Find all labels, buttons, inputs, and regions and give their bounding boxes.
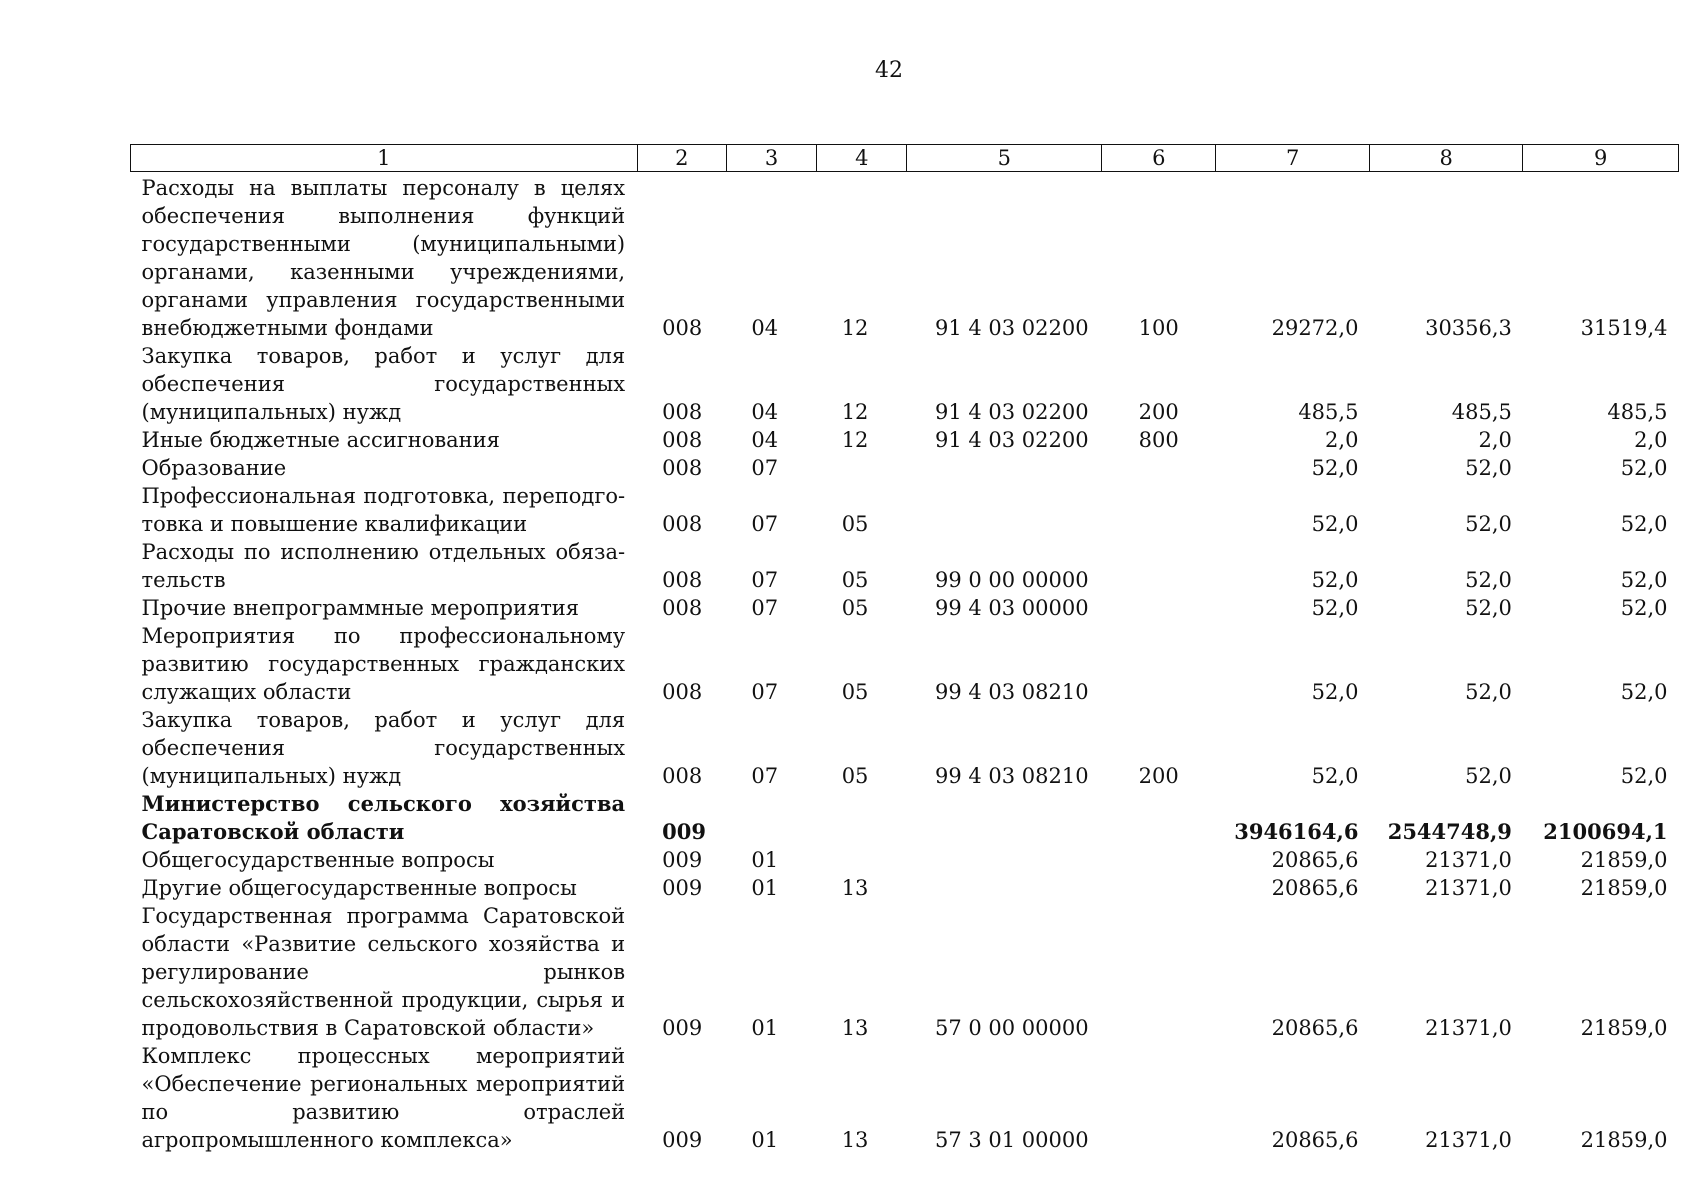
amount-year1-cell: 52,0 <box>1311 680 1359 704</box>
target-article-cell <box>907 482 1102 538</box>
table-row <box>131 846 1679 874</box>
admin-code-cell: 008 <box>662 680 703 704</box>
target-article-cell <box>907 454 1102 482</box>
amount-year2-cell: 21371,0 <box>1425 848 1512 872</box>
table-row <box>131 538 1679 594</box>
amount-year2-cell: 485,5 <box>1451 400 1512 424</box>
amount-year3-cell: 31519,4 <box>1580 316 1668 340</box>
admin-code-cell: 008 <box>662 456 703 480</box>
amount-year1-cell: 52,0 <box>1311 568 1359 592</box>
section-code-cell: 07 <box>751 596 779 620</box>
target-article-cell: 99 0 00 00000 <box>934 568 1089 592</box>
admin-code-cell: 009 <box>662 876 703 900</box>
table-row <box>131 342 1679 426</box>
section-code-cell: 07 <box>751 512 779 536</box>
target-article-cell: 99 4 03 00000 <box>934 596 1089 620</box>
amount-year1-cell: 29272,0 <box>1271 316 1359 340</box>
page-number: 42 <box>875 58 903 83</box>
amount-year2-cell: 52,0 <box>1465 680 1512 704</box>
column-header: 8 <box>1369 145 1522 172</box>
admin-code-cell: 008 <box>662 316 703 340</box>
amount-year2-cell: 52,0 <box>1465 456 1512 480</box>
target-article-cell <box>907 846 1102 874</box>
row-name-cell: Профессиональная подготовка, переподготовка и повышение квалификации <box>141 484 626 536</box>
expense-type-cell <box>1102 454 1216 482</box>
amount-year2-cell: 52,0 <box>1465 764 1512 788</box>
row-name-cell: Закупка товаров, работ и услуг для обеспечения государственных (муниципальных) нужд <box>141 708 626 788</box>
expense-type-cell <box>1102 846 1216 874</box>
section-code-cell: 07 <box>751 568 779 592</box>
amount-year2-cell: 52,0 <box>1465 596 1512 620</box>
column-header: 9 <box>1523 145 1679 172</box>
section-code-cell: 04 <box>751 316 779 340</box>
amount-year1-cell: 20865,6 <box>1271 1016 1359 1040</box>
section-code-cell: 01 <box>751 876 779 900</box>
target-article-cell: 57 0 00 00000 <box>934 1016 1089 1040</box>
table-row <box>131 902 1679 1042</box>
amount-year1-cell: 20865,6 <box>1271 1128 1359 1152</box>
amount-year3-cell: 485,5 <box>1607 400 1668 424</box>
target-article-cell: 91 4 03 02200 <box>934 316 1089 340</box>
column-header: 3 <box>726 145 816 172</box>
subsection-code-cell: 12 <box>841 316 869 340</box>
admin-code-cell: 008 <box>662 764 703 788</box>
row-name-cell: Иные бюджетные ассигнования <box>141 428 500 452</box>
section-code-cell: 04 <box>751 400 779 424</box>
expense-type-cell <box>1102 1042 1216 1154</box>
expense-type-cell <box>1102 622 1216 706</box>
amount-year1-cell: 20865,6 <box>1271 848 1359 872</box>
expense-type-cell <box>1102 482 1216 538</box>
amount-year1-cell: 20865,6 <box>1271 876 1359 900</box>
row-name-cell: Прочие внепрограммные мероприятия <box>141 596 580 620</box>
amount-year1-cell: 52,0 <box>1311 764 1359 788</box>
subsection-code-cell <box>817 846 907 874</box>
table-row <box>131 622 1679 706</box>
row-name-cell: Общегосударственные вопросы <box>141 848 495 872</box>
expense-type-cell <box>1102 902 1216 1042</box>
table-row <box>131 790 1679 846</box>
column-header: 7 <box>1216 145 1369 172</box>
amount-year1-cell: 3946164,6 <box>1234 819 1359 844</box>
target-article-cell <box>907 790 1102 846</box>
row-name-cell: Образование <box>141 456 287 480</box>
amount-year3-cell: 52,0 <box>1620 456 1668 480</box>
row-name-cell: Расходы на выплаты персоналу в целях обеспечения выполнения функций государственными (муниципальными) органами, казенными учреждениями, органами управления государственными внебюджетными фондами <box>141 176 626 340</box>
column-header: 5 <box>907 145 1102 172</box>
amount-year3-cell: 52,0 <box>1620 568 1668 592</box>
amount-year3-cell: 52,0 <box>1620 680 1668 704</box>
column-header: 2 <box>637 145 726 172</box>
section-code-cell: 01 <box>751 848 779 872</box>
target-article-cell: 91 4 03 02200 <box>934 400 1089 424</box>
admin-code-cell: 008 <box>662 400 703 424</box>
section-code-cell: 07 <box>751 456 779 480</box>
target-article-cell: 91 4 03 02200 <box>934 428 1089 452</box>
column-header: 1 <box>131 145 638 172</box>
column-header: 4 <box>817 145 907 172</box>
amount-year3-cell: 21859,0 <box>1580 848 1668 872</box>
admin-code-cell: 009 <box>662 819 706 844</box>
amount-year3-cell: 2100694,1 <box>1543 819 1668 844</box>
amount-year2-cell: 21371,0 <box>1425 1016 1512 1040</box>
row-name-cell: Расходы по исполнению отдельных обязательств <box>141 540 626 592</box>
amount-year3-cell: 21859,0 <box>1580 1128 1668 1152</box>
expense-type-cell <box>1102 538 1216 594</box>
amount-year1-cell: 52,0 <box>1311 512 1359 536</box>
expense-type-cell <box>1102 874 1216 902</box>
amount-year2-cell: 2,0 <box>1478 428 1512 452</box>
admin-code-cell: 008 <box>662 568 703 592</box>
amount-year1-cell: 485,5 <box>1298 400 1359 424</box>
subsection-code-cell: 13 <box>841 1128 869 1152</box>
amount-year2-cell: 30356,3 <box>1425 316 1512 340</box>
table-row <box>131 426 1679 454</box>
subsection-code-cell <box>817 790 907 846</box>
target-article-cell: 99 4 03 08210 <box>934 680 1089 704</box>
table-row <box>131 706 1679 790</box>
amount-year3-cell: 21859,0 <box>1580 876 1668 900</box>
amount-year2-cell: 2544748,9 <box>1387 819 1512 844</box>
row-name-cell: Комплекс процессных мероприятий «Обеспечение региональных мероприятий по развитию отраслей агропромышленного комплекса» <box>141 1044 626 1152</box>
subsection-code-cell: 13 <box>841 1016 869 1040</box>
admin-code-cell: 008 <box>662 512 703 536</box>
row-name-cell: Государственная программа Саратовской области «Развитие сельского хозяйства и регулирование рынков сельскохозяйственной продукции, сырья и продовольствия в Саратовской области» <box>141 904 626 1040</box>
amount-year2-cell: 52,0 <box>1465 568 1512 592</box>
expense-type-cell: 200 <box>1138 400 1179 424</box>
admin-code-cell: 008 <box>662 428 703 452</box>
row-name-cell: Мероприятия по профессиональному развитию государственных гражданских служащих области <box>141 624 626 704</box>
budget-table <box>130 144 1679 1154</box>
amount-year1-cell: 2,0 <box>1325 428 1359 452</box>
target-article-cell: 57 3 01 00000 <box>934 1128 1089 1152</box>
table-row <box>131 874 1679 902</box>
table-row <box>131 482 1679 538</box>
subsection-code-cell <box>817 454 907 482</box>
section-code-cell: 04 <box>751 428 779 452</box>
amount-year3-cell: 52,0 <box>1620 764 1668 788</box>
target-article-cell <box>907 874 1102 902</box>
row-name-cell: Закупка товаров, работ и услуг для обеспечения государственных (муниципальных) нужд <box>141 344 626 424</box>
amount-year2-cell: 21371,0 <box>1425 1128 1512 1152</box>
admin-code-cell: 009 <box>662 848 703 872</box>
expense-type-cell: 200 <box>1138 764 1179 788</box>
amount-year3-cell: 21859,0 <box>1580 1016 1668 1040</box>
subsection-code-cell: 05 <box>841 512 869 536</box>
section-code-cell: 01 <box>751 1128 779 1152</box>
section-code-cell: 07 <box>751 764 779 788</box>
section-code-cell <box>726 790 816 846</box>
amount-year2-cell: 52,0 <box>1465 512 1512 536</box>
header-row <box>131 145 1679 172</box>
amount-year3-cell: 52,0 <box>1620 596 1668 620</box>
target-article-cell: 99 4 03 08210 <box>934 764 1089 788</box>
expense-type-cell: 100 <box>1138 316 1179 340</box>
admin-code-cell: 009 <box>662 1016 703 1040</box>
amount-year2-cell: 21371,0 <box>1425 876 1512 900</box>
section-code-cell: 01 <box>751 1016 779 1040</box>
subsection-code-cell: 12 <box>841 400 869 424</box>
admin-code-cell: 008 <box>662 596 703 620</box>
amount-year3-cell: 2,0 <box>1634 428 1668 452</box>
admin-code-cell: 009 <box>662 1128 703 1152</box>
table-row <box>131 454 1679 482</box>
row-name-cell: Министерство сельского хозяйства Саратовской области <box>141 791 626 844</box>
amount-year3-cell: 52,0 <box>1620 512 1668 536</box>
column-header: 6 <box>1102 145 1216 172</box>
table-row <box>131 1042 1679 1154</box>
table-row <box>131 594 1679 622</box>
table-row <box>131 172 1679 343</box>
subsection-code-cell: 05 <box>841 596 869 620</box>
subsection-code-cell: 12 <box>841 428 869 452</box>
amount-year1-cell: 52,0 <box>1311 456 1359 480</box>
subsection-code-cell: 05 <box>841 764 869 788</box>
expense-type-cell <box>1102 790 1216 846</box>
section-code-cell: 07 <box>751 680 779 704</box>
subsection-code-cell: 05 <box>841 680 869 704</box>
subsection-code-cell: 05 <box>841 568 869 592</box>
expense-type-cell: 800 <box>1138 428 1179 452</box>
expense-type-cell <box>1102 594 1216 622</box>
row-name-cell: Другие общегосударственные вопросы <box>141 876 577 900</box>
amount-year1-cell: 52,0 <box>1311 596 1359 620</box>
subsection-code-cell: 13 <box>841 876 869 900</box>
